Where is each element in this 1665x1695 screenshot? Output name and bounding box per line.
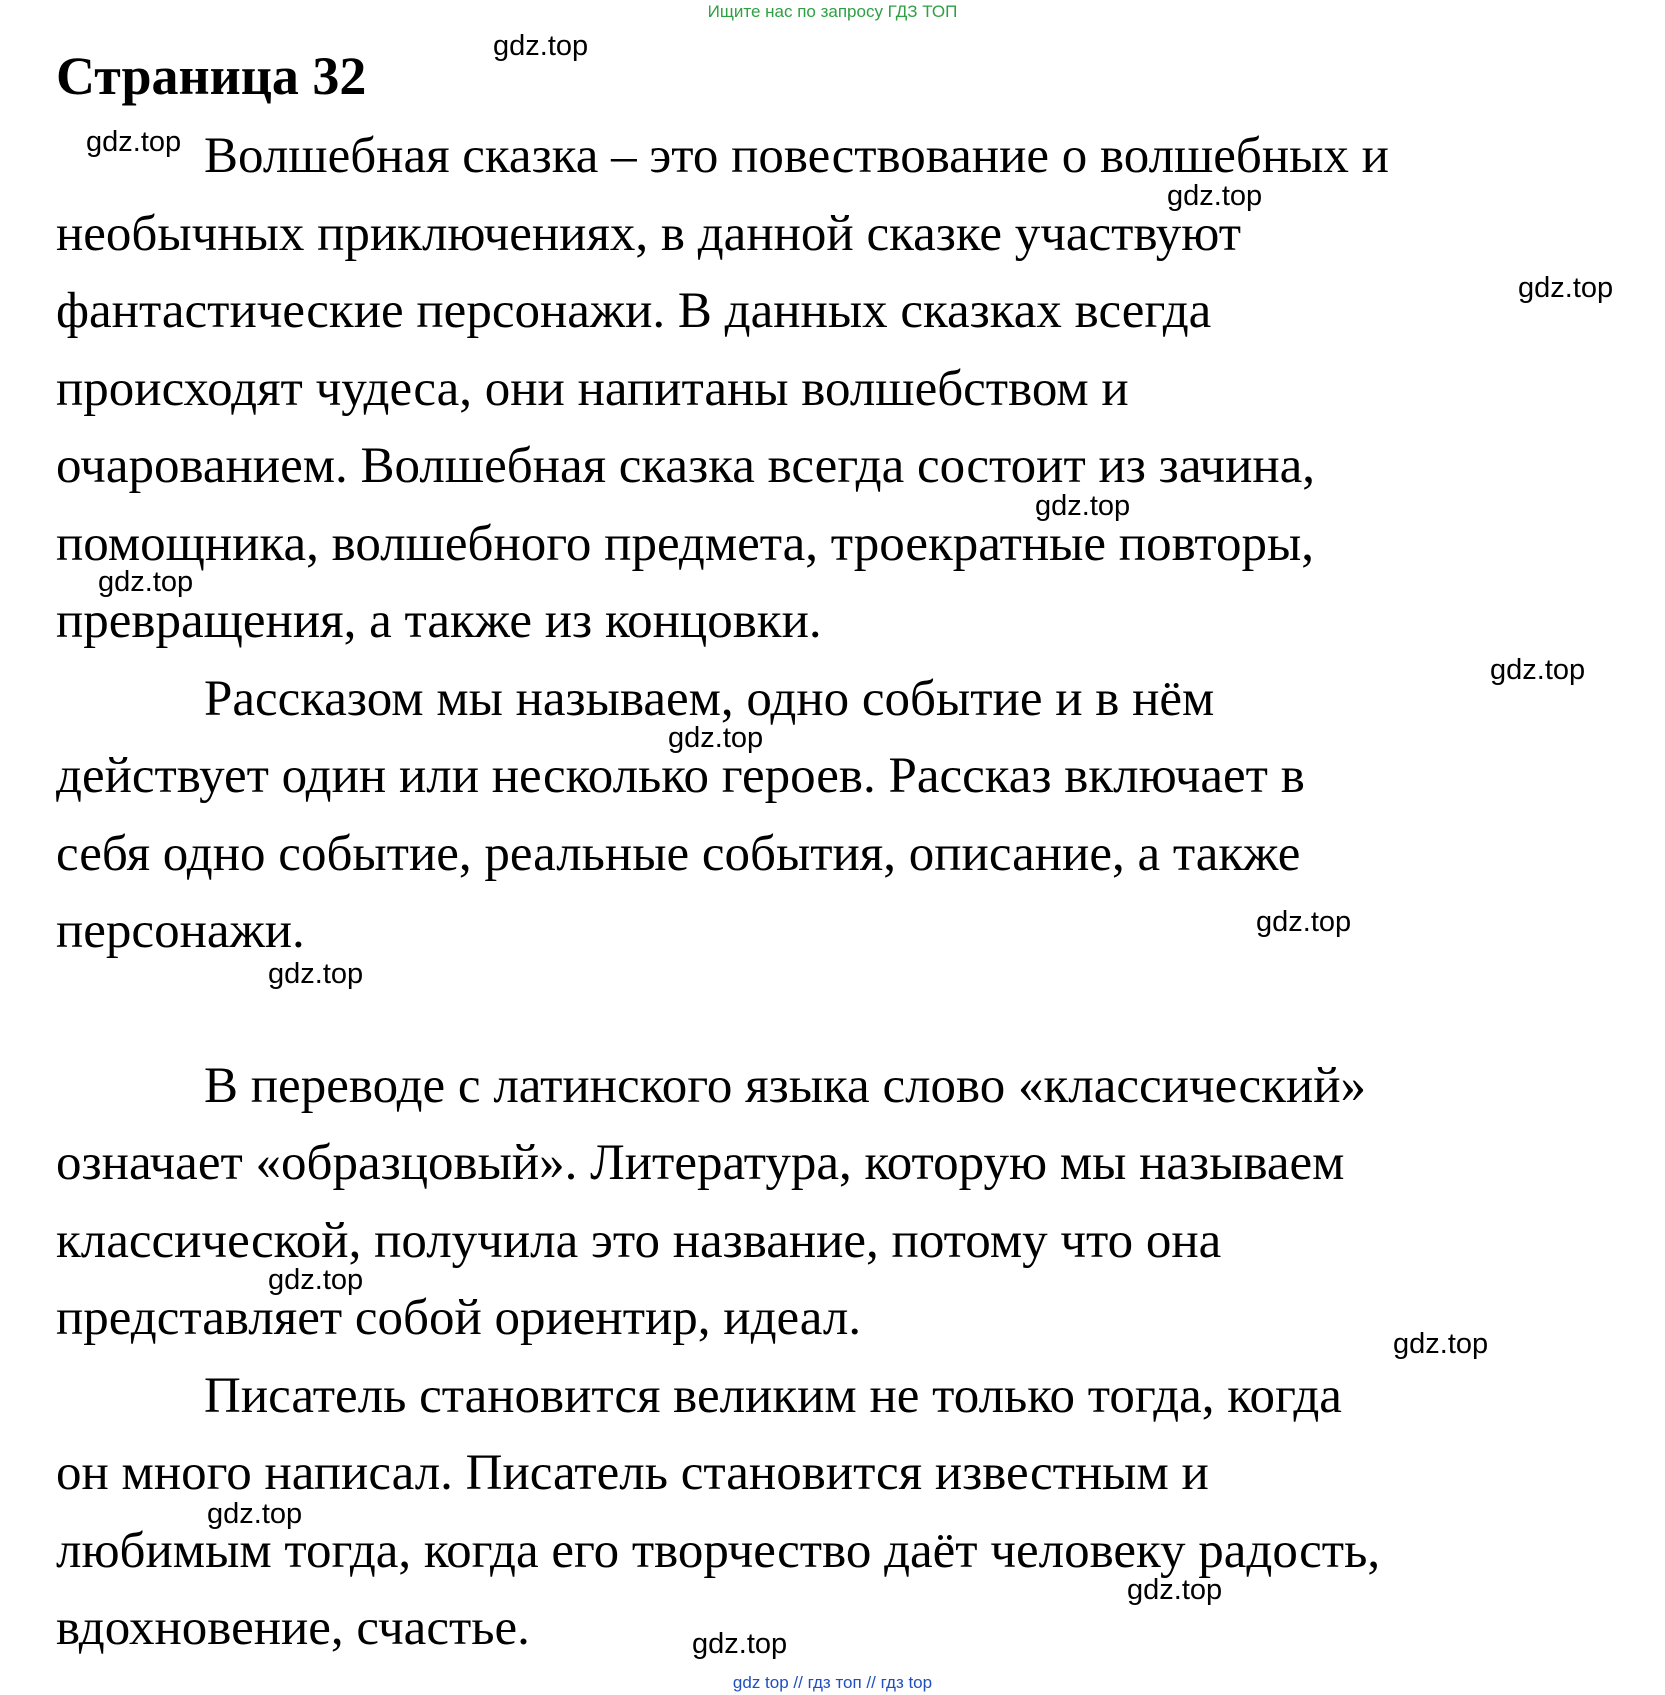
text-line: любимым тогда, когда его творчество даёт человеку радость,	[56, 1522, 1381, 1579]
watermark: gdz.top	[692, 1628, 788, 1660]
watermark: gdz.top	[268, 958, 364, 990]
text-line: вдохновение, счастье.	[56, 1600, 530, 1656]
text-line: очарованием. Волшебная сказка всегда состоит из зачина,	[56, 438, 1316, 494]
text-line: себя одно событие, реальные события, описание, а также	[56, 825, 1301, 882]
text-line: персонажи.	[56, 903, 305, 959]
text-line: классической, получила это название, потому что она	[56, 1212, 1222, 1269]
watermark: gdz.top	[1127, 1574, 1223, 1606]
watermark: gdz.top	[1167, 180, 1263, 212]
watermark: gdz.top	[98, 566, 194, 598]
text-line: Писатель становится великим не только тогда, когда	[204, 1367, 1342, 1424]
paragraph-story	[56, 661, 1616, 971]
paragraph-classic	[56, 1048, 1616, 1358]
page-title: Страница 32	[56, 46, 367, 106]
watermark: gdz.top	[493, 30, 589, 62]
watermark: gdz.top	[207, 1498, 303, 1530]
text-line: означает «образцовый». Литература, которую мы называем	[56, 1135, 1345, 1191]
text-line: он много написал. Писатель становится известным и	[56, 1445, 1209, 1501]
watermark: gdz.top	[86, 126, 182, 158]
header-note: Ищите нас по запросу ГДЗ ТОП	[707, 2, 958, 21]
watermark: gdz.top	[1518, 272, 1614, 304]
text-line: происходят чудеса, они напитаны волшебством и	[56, 360, 1129, 417]
text-line: Рассказом мы называем, одно событие и в нём	[204, 670, 1215, 727]
watermark: gdz.top	[668, 722, 764, 754]
text-line: превращения, а также из концовки.	[56, 593, 822, 649]
watermark: gdz.top	[1490, 654, 1586, 686]
document-body	[56, 118, 1616, 1668]
watermark: gdz.top	[1256, 906, 1352, 938]
text-line: В переводе с латинского языка слово «классический»	[204, 1057, 1366, 1114]
footer-note: gdz top // гдз топ // гдз top	[732, 1673, 933, 1692]
text-line: действует один или несколько героев. Рассказ включает в	[56, 748, 1305, 804]
paragraph-fairy-tale	[56, 118, 1616, 661]
text-line: представляет собой ориентир, идеал.	[56, 1290, 862, 1346]
text-line: помощника, волшебного предмета, троекратные повторы,	[56, 515, 1315, 572]
watermark: gdz.top	[268, 1264, 364, 1296]
text-line: необычных приключениях, в данной сказке участвуют	[56, 205, 1242, 262]
watermark: gdz.top	[1393, 1328, 1489, 1360]
text-line: фантастические персонажи. В данных сказках всегда	[56, 283, 1212, 339]
watermark: gdz.top	[1035, 490, 1131, 522]
text-line: Волшебная сказка – это повествование о волшебных и	[204, 128, 1389, 184]
